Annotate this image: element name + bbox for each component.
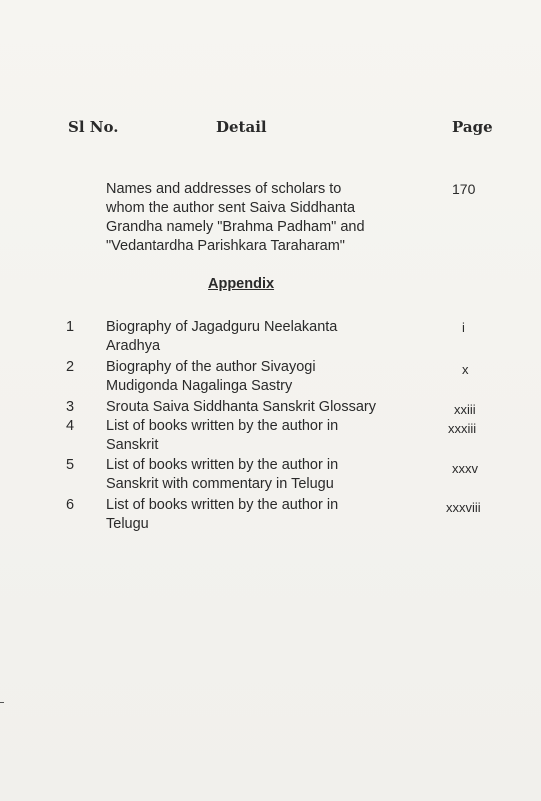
intro-line: Names and addresses of scholars to xyxy=(106,181,342,197)
entry-line: Sanskrit with commentary in Telugu xyxy=(106,476,334,492)
entry-line: List of books written by the author in xyxy=(106,497,339,513)
header-sl-no: Sl No. xyxy=(68,118,119,136)
entry-text xyxy=(106,358,436,396)
entry-text xyxy=(106,456,436,494)
entry-page: xxxiii xyxy=(448,421,477,436)
entry-number: 2 xyxy=(66,359,75,375)
entry-text xyxy=(106,398,446,417)
entry-page: x xyxy=(462,362,469,377)
entry-line: Mudigonda Nagalinga Sastry xyxy=(106,378,293,394)
entry-line: Biography of the author Sivayogi xyxy=(106,359,316,375)
intro-line: "Vedantardha Parishkara Taraharam" xyxy=(106,238,345,254)
entry-number: 4 xyxy=(66,418,75,434)
intro-page: 170 xyxy=(452,181,476,197)
entry-page: xxxv xyxy=(452,461,478,476)
appendix-title: Appendix xyxy=(208,276,275,292)
header-detail: Detail xyxy=(216,118,267,136)
entry-text xyxy=(106,496,436,534)
entry-page: xxiii xyxy=(454,402,476,417)
intro-line: Grandha namely "Brahma Padham" and xyxy=(106,219,365,235)
entry-line: Biography of Jagadguru Neelakanta xyxy=(106,319,338,335)
entry-number: 6 xyxy=(66,497,75,513)
entry-line: Srouta Saiva Siddhanta Sanskrit Glossary xyxy=(106,399,376,415)
header-page: Page xyxy=(452,118,493,136)
entry-number: 5 xyxy=(66,457,75,473)
entry-line: List of books written by the author in xyxy=(106,418,339,434)
entry-text xyxy=(106,417,436,455)
entry-line: Telugu xyxy=(106,516,149,532)
entry-line: List of books written by the author in xyxy=(106,457,339,473)
entry-number: 1 xyxy=(66,319,75,335)
entry-line: Aradhya xyxy=(106,338,161,354)
entry-number: 3 xyxy=(66,399,75,415)
margin-mark xyxy=(0,702,4,703)
table-header xyxy=(0,118,541,142)
entry-page: xxxviii xyxy=(446,500,481,515)
entry-line: Sanskrit xyxy=(106,437,159,453)
entry-text xyxy=(106,318,436,356)
intro-text xyxy=(106,180,436,256)
intro-line: whom the author sent Saiva Siddhanta xyxy=(106,200,356,216)
entry-page: i xyxy=(462,320,465,335)
